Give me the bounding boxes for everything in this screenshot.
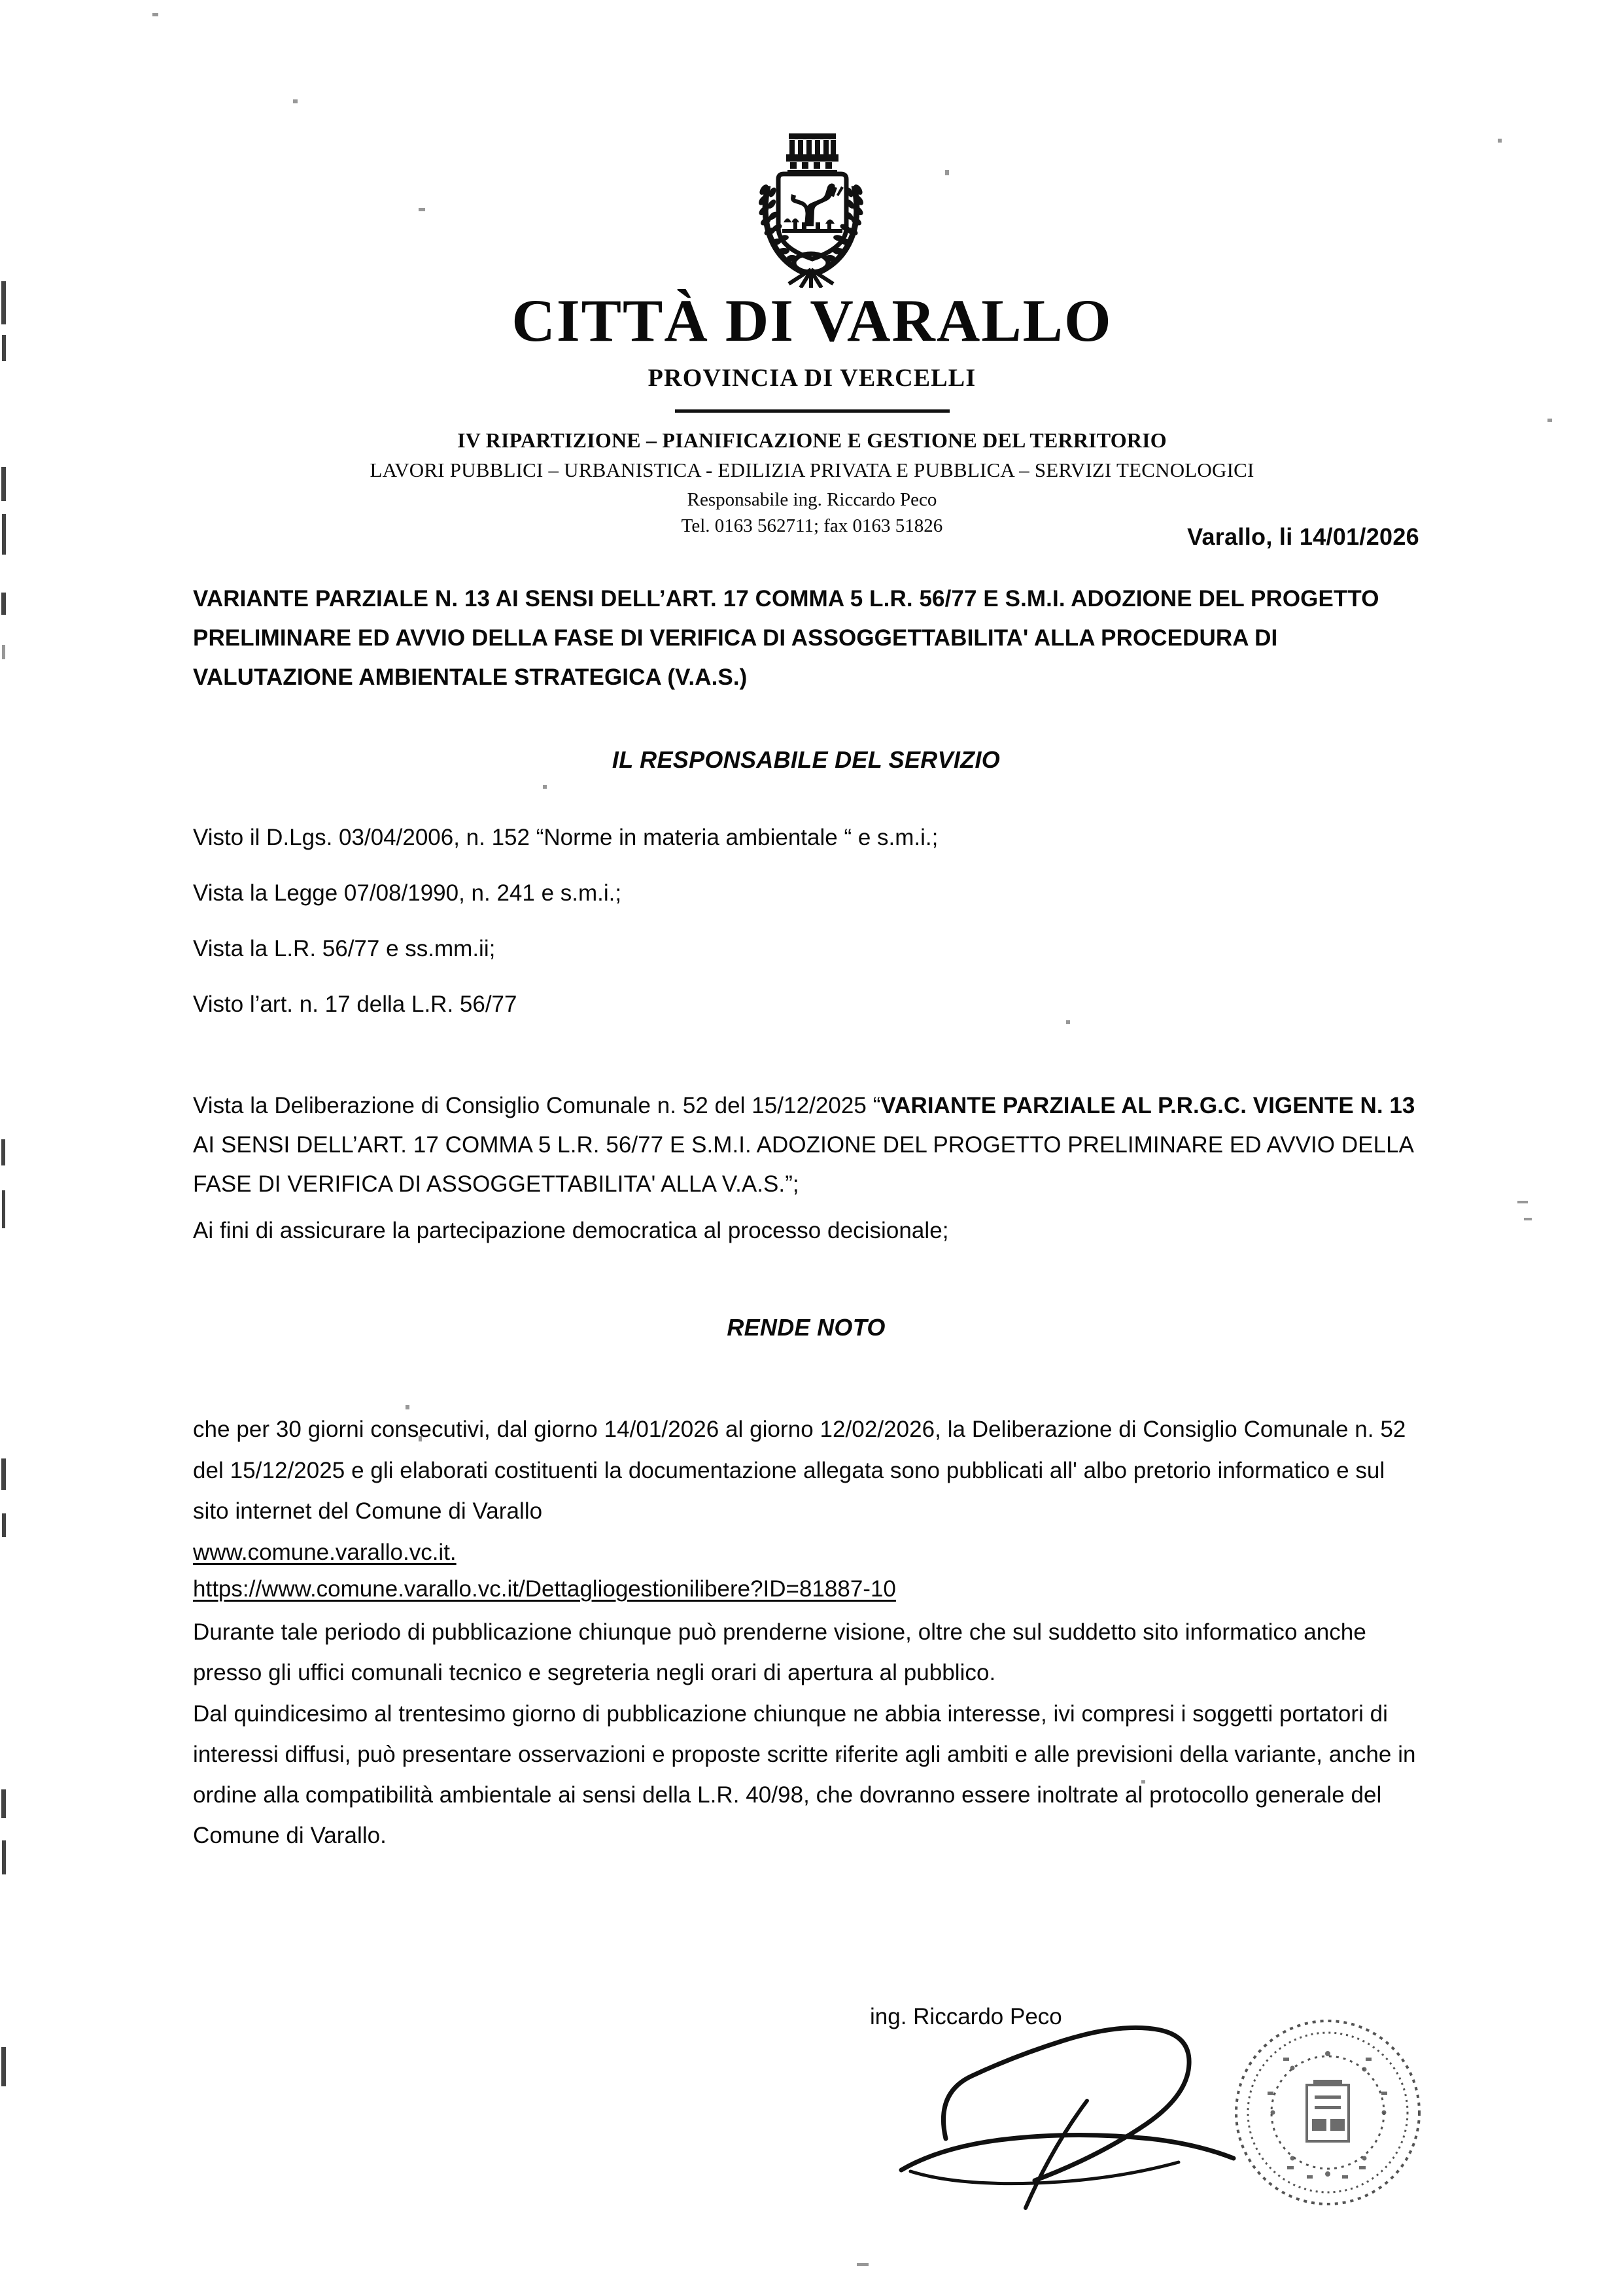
responsible-officer: Responsabile ing. Riccardo Peco <box>687 489 937 510</box>
scan-artifact <box>2 1190 5 1228</box>
scan-artifact <box>1524 1218 1532 1220</box>
comune-website-link[interactable]: www.comune.varallo.vc.it. <box>193 1540 457 1566</box>
deliberazione-detail-link[interactable]: https://www.comune.varallo.vc.it/Dettagliogestionilibere?ID=81887-10 <box>193 1576 896 1602</box>
spacer <box>193 1251 1419 1314</box>
scan-artifact <box>1 593 6 615</box>
scan-artifact <box>2 645 5 659</box>
heading-responsabile-del-servizio: IL RESPONSABILE DEL SERVIZIO <box>612 746 1001 773</box>
document-body <box>193 523 1419 1857</box>
scan-artifact <box>152 13 158 16</box>
notice-title: VARIANTE PARZIALE N. 13 AI SENSI DELL’ART. 17 COMMA 5 L.R. 56/77 E S.M.I. ADOZIONE DEL PROGETTO PRELIMINARE ED AVVIO DELLA FASE DI VERIFICA DI ASSOGGETTABILITA' ALLA PROCEDURA DI VALUTAZIONE AMBIENTALE STRATEGICA (V.A.S.) <box>193 586 1379 691</box>
department-line-2: LAVORI PUBBLICI – URBANISTICA - EDILIZIA PRIVATA E PUBBLICA – SERVIZI TECNOLOGICI <box>370 458 1254 481</box>
scan-artifact <box>1 2047 6 2086</box>
visto-line: Visto l’art. n. 17 della L.R. 56/77 <box>193 991 517 1017</box>
scan-artifact <box>2 1513 6 1537</box>
scan-artifact <box>2 1840 6 1874</box>
link-list <box>193 1534 1419 1607</box>
scan-artifact <box>1 1789 6 1818</box>
visto-line: Visto il D.Lgs. 03/04/2006, n. 152 “Norme in materia ambientale “ e s.m.i.; <box>193 824 939 850</box>
header-divider <box>675 409 950 413</box>
department-line-1: IV RIPARTIZIONE – PIANIFICAZIONE E GESTIONE DEL TERRITORIO <box>457 428 1167 452</box>
spacer <box>193 774 1419 793</box>
visto-line: Vista la Legge 07/08/1990, n. 241 e s.m.i.; <box>193 880 622 906</box>
ai-fini-paragraph: Ai fini di assicurare la partecipazione democratica al processo decisionale; <box>193 1218 949 1244</box>
spacer <box>193 698 1419 746</box>
varallo-coat-of-arms-icon <box>0 124 1624 288</box>
contact-details: Tel. 0163 562711; fax 0163 51826 <box>681 515 943 536</box>
province-subtitle: PROVINCIA DI VERCELLI <box>648 364 976 392</box>
page-title: CITTÀ DI VARALLO <box>511 287 1113 354</box>
heading-rende-noto: RENDE NOTO <box>727 1314 886 1341</box>
dateline: Varallo, li 14/01/2026 <box>1187 523 1419 550</box>
closing-paragraph-1: Durante tale periodo di pubblicazione chiunque può prenderne visione, oltre che sul suddetto sito informatico anche presso gli uffici comunali tecnico e segreteria negli orari di apertura al pubblico. <box>193 1619 1366 1686</box>
signature-block <box>844 1975 1498 2256</box>
deliberazione-rest: AI SENSI DELL’ART. 17 COMMA 5 L.R. 56/77 E S.M.I. ADOZIONE DEL PROGETTO PRELIMINARE ED AVVIO DELLA FASE DI VERIFICA DI ASSOGGETTABILITA' ALLA V.A.S.”; <box>193 1131 1413 1197</box>
scan-artifact <box>1 1139 5 1165</box>
scan-artifact <box>1 1458 6 1490</box>
scan-artifact <box>293 99 298 103</box>
deliberazione-lead: Vista la Deliberazione di Consiglio Comunale n. 52 del 15/12/2025 “ <box>193 1092 881 1118</box>
document-header <box>0 124 1624 537</box>
scan-artifact <box>857 2263 869 2266</box>
deliberazione-paragraph <box>193 1086 1419 1205</box>
scan-artifact <box>1517 1201 1528 1203</box>
visto-list <box>193 826 1419 1016</box>
signatory-name: ing. Riccardo Peco <box>870 2004 1062 2029</box>
spacer <box>193 1016 1419 1086</box>
visto-line: Vista la L.R. 56/77 e ss.mm.ii; <box>193 935 496 961</box>
publication-paragraph: che per 30 giorni consecutivi, dal giorno 14/01/2026 al giorno 12/02/2026, la Deliberazione di Consiglio Comunale n. 52 del 15/12/2025 e gli elaborati costituenti la documentazione allegata sono pubblicati all' albo pretorio informatico e sul sito internet del Comune di Varallo <box>193 1417 1406 1525</box>
closing-paragraph-2: Dal quindicesimo al trentesimo giorno di pubblicazione chiunque ne abbia interesse, ivi compresi i soggetti portatori di interessi diffusi, può presentare osservazioni e proposte scritte riferite agli ambiti e alle previsioni della variante, anche in ordine alla compatibilità ambientale ai sensi della L.R. 40/98, che dovranno essere inoltrate al protocollo generale del Comune di Varallo. <box>193 1700 1416 1849</box>
spacer <box>193 1341 1419 1409</box>
deliberazione-bold-title: VARIANTE PARZIALE AL P.R.G.C. VIGENTE N. 13 <box>880 1092 1415 1118</box>
